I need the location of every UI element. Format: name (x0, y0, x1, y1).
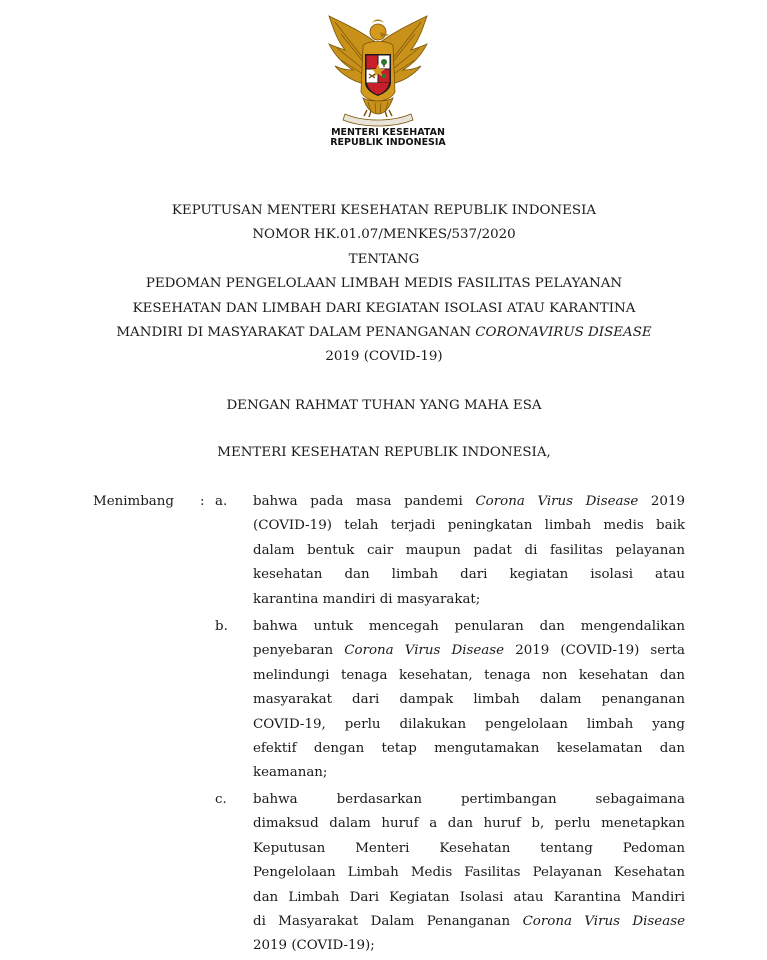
item-text-run: bahwa pada masa pandemi (253, 494, 476, 509)
item-text (253, 490, 685, 612)
title-text: MANDIRI DI MASYARAKAT DALAM PENANGANAN (116, 325, 476, 341)
item-line: kesehatan dan limbah dari kegiatan isolasi atau (253, 567, 685, 583)
item-line: COVID-19, perlu dilakukan pengelolaan limbah yang (253, 716, 685, 732)
item-text-run: 2019 (638, 494, 685, 509)
item-line: keamanan; (253, 765, 328, 781)
item-letter: a. (215, 494, 228, 509)
title-line (60, 321, 708, 345)
item-line (253, 910, 685, 934)
item-line: bahwa untuk mencegah penularan dan mengendalikan (253, 619, 685, 634)
title-italic-text: CORONAVIRUS DISEASE (475, 325, 652, 341)
item-line: Pengelolaan Limbah Medis Fasilitas Pelayanan Kesehatan (253, 865, 685, 881)
item-letter: c. (215, 792, 227, 807)
item-italic-run: Corona Virus Disease (344, 643, 505, 659)
item-line (253, 639, 685, 663)
title-line: 2019 (COVID-19) (325, 349, 443, 365)
item-text-run: penyebaran (253, 643, 345, 659)
item-line: 2019 (COVID-19); (253, 938, 375, 954)
item-line: dimaksud dalam huruf a dan huruf b, perlu menetapkan (253, 816, 685, 832)
emblem-caption-line1: MENTERI KESEHATAN (331, 127, 445, 138)
title-line: KEPUTUSAN MENTERI KESEHATAN REPUBLIK INDONESIA (171, 203, 597, 218)
decree-title (60, 199, 708, 370)
title-line: KESEHATAN DAN LIMBAH DARI KEGIATAN ISOLASI ATAU KARANTINA (132, 300, 636, 316)
item-text (253, 615, 685, 786)
item-text-run: di Masyarakat Dalam Penanganan (253, 914, 523, 930)
garuda-emblem-icon (323, 14, 433, 130)
item-line: dalam bentuk cair maupun padat di fasilitas pelayanan (253, 542, 685, 558)
item-line: masyarakat dari dampak limbah dalam penanganan (253, 692, 685, 708)
item-line: dan Limbah Dari Kegiatan Isolasi atau Karantina Mandiri (253, 889, 685, 905)
item-line (253, 490, 685, 514)
considering-colon: : (200, 494, 205, 509)
title-line: PEDOMAN PENGELOLAAN LIMBAH MEDIS FASILITAS PELAYANAN (145, 276, 623, 292)
item-text-run: 2019 (COVID-19) serta (504, 643, 685, 659)
item-text (253, 788, 685, 959)
emblem-caption (318, 128, 458, 148)
decree-number: NOMOR HK.01.07/MENKES/537/2020 (252, 227, 516, 243)
item-line: (COVID-19) telah terjadi peningkatan limbah medis baik (253, 518, 685, 534)
item-italic-run: Corona Virus Disease (475, 494, 639, 509)
item-letter: b. (215, 619, 228, 634)
item-line: Keputusan Menteri Kesehatan tentang Pedoman (253, 840, 685, 856)
item-line: melindungi tenaga kesehatan, tenaga non kesehatan dan (253, 667, 685, 683)
item-line: efektif dengan tetap mengutamakan keselamatan dan (253, 741, 685, 757)
item-line: karantina mandiri di masyarakat; (253, 591, 481, 607)
item-italic-run: Corona Virus Disease (522, 914, 685, 930)
title-about: TENTANG (348, 251, 420, 267)
item-line: bahwa berdasarkan pertimbangan sebagaimana (253, 792, 685, 807)
considering-label: Menimbang (93, 494, 174, 509)
minister-heading: MENTERI KESEHATAN REPUBLIK INDONESIA, (217, 445, 551, 460)
blessing-line: DENGAN RAHMAT TUHAN YANG MAHA ESA (226, 398, 542, 413)
emblem-caption-line2: REPUBLIK INDONESIA (330, 137, 446, 148)
